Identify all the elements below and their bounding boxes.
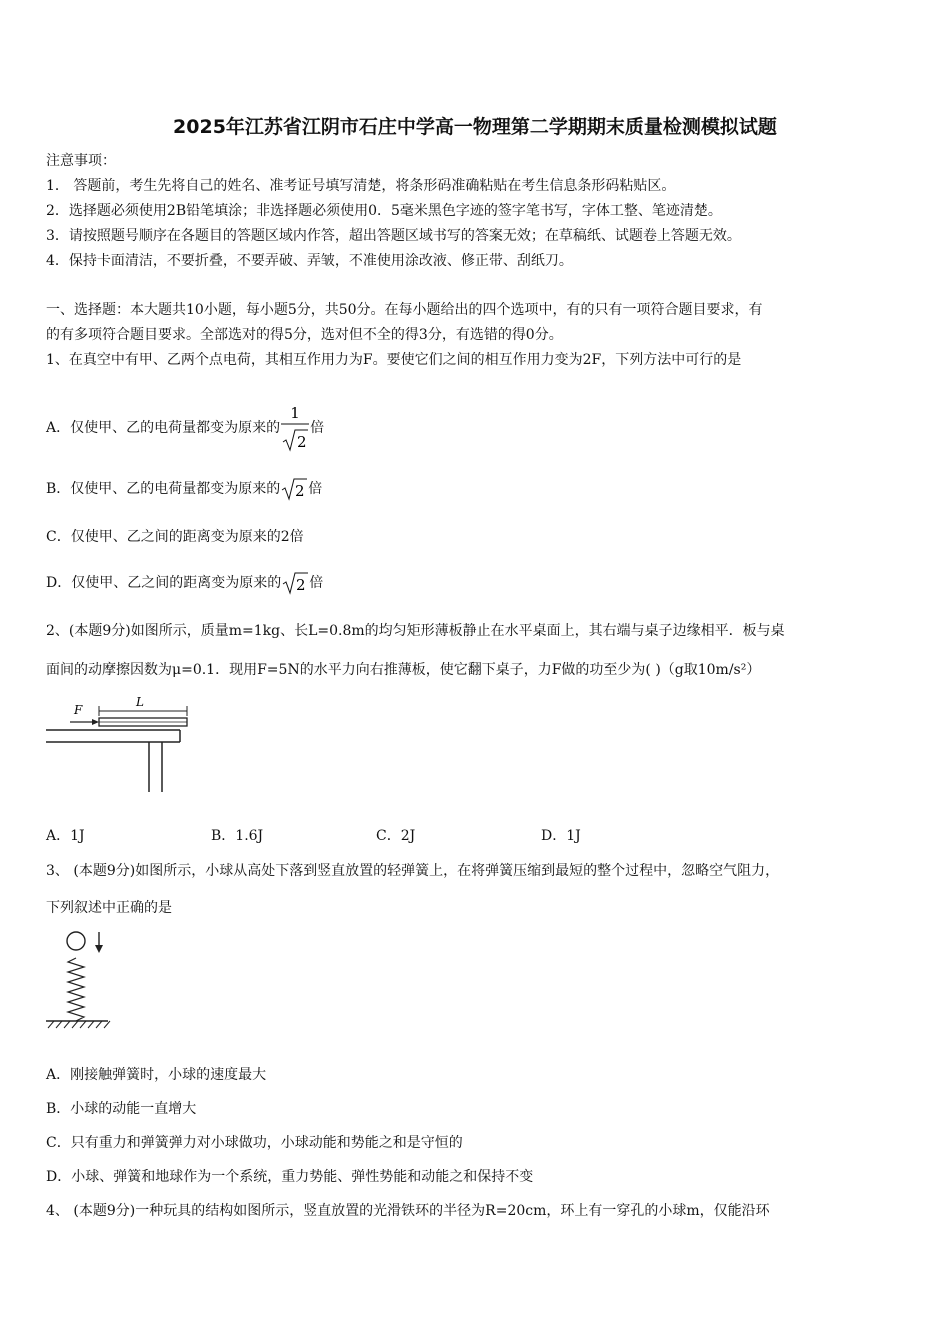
question-2-line: 面间的动摩擦因数为μ=0.1．现用F=5N的水平力向右推薄板，使它翻下桌子，力F做的功至少为( )（g取10m/s²） xyxy=(46,662,761,678)
section-instructions-line: 一、选择题：本大题共10小题，每小题5分，共50分。在每小题给出的四个选项中，有的只有一项符合题目要求，有 xyxy=(46,302,763,318)
sqrt-radicand: 2 xyxy=(296,576,306,594)
option-text: D．仅使甲、乙之间的距离变为原来的 xyxy=(46,575,282,591)
ball-icon xyxy=(67,932,85,950)
option-text: 倍 xyxy=(310,420,325,436)
q1-option-d xyxy=(46,568,323,598)
sqrt-radicand: 2 xyxy=(297,433,307,451)
q1-option-c: C．仅使甲、乙之间的距离变为原来的2倍 xyxy=(46,529,304,545)
q3-option-c: C．只有重力和弹簧弹力对小球做功，小球动能和势能之和是守恒的 xyxy=(46,1135,463,1151)
q3-option-b: B．小球的动能一直增大 xyxy=(46,1101,197,1117)
question-3-line: 3、 (本题9分)如图所示，小球从高处下落到竖直放置的轻弹簧上，在将弹簧压缩到最短的整个过程中，忽略空气阻力， xyxy=(46,863,780,879)
note-item: 4．保持卡面清洁，不要折叠，不要弄破、弄皱，不准使用涂改液、修正带、刮纸刀。 xyxy=(46,253,573,269)
note-item: 2．选择题必须使用2B铅笔填涂；非选择题必须使用0．5毫米黑色字迹的签字笔书写，字体工整、笔迹清楚。 xyxy=(46,203,722,219)
option-text: A．仅使甲、乙的电荷量都变为原来的 xyxy=(46,420,281,436)
q2-option-a: A．1J xyxy=(46,828,85,844)
one-over-sqrt2-formula xyxy=(280,402,310,454)
plank-on-table-figure xyxy=(44,694,194,794)
sqrt-radicand: 2 xyxy=(295,482,305,500)
note-item: 1． 答题前，考生先将自己的姓名、准考证号填写清楚，将条形码准确粘贴在考生信息条形码粘贴区。 xyxy=(46,178,676,194)
section-instructions-line: 的有多项符合题目要求。全部选对的得5分，选对但不全的得3分，有选错的得0分。 xyxy=(46,327,563,343)
question-3-line: 下列叙述中正确的是 xyxy=(46,900,172,916)
q2-option-d: D．1J xyxy=(541,828,581,844)
q2-option-b: B．1.6J xyxy=(211,828,264,844)
q1-option-a xyxy=(46,402,324,454)
length-label: L xyxy=(136,695,144,709)
notes-header: 注意事项： xyxy=(46,153,116,169)
option-text: 倍 xyxy=(309,575,324,591)
spring-icon xyxy=(68,958,84,1021)
page-title: 2025年江苏省江阴市石庄中学高一物理第二学期期末质量检测模拟试题 xyxy=(173,116,777,138)
q2-options xyxy=(46,826,581,846)
q1-option-b xyxy=(46,474,322,504)
question-4-line: 4、 (本题9分)一种玩具的结构如图所示，竖直放置的光滑铁环的半径为R=20cm，环上有一穿孔的小球m，仅能沿环 xyxy=(46,1203,770,1219)
q2-option-c: C．2J xyxy=(376,828,416,844)
sqrt2-formula xyxy=(280,476,308,502)
option-text: 倍 xyxy=(308,481,323,497)
q3-option-d: D．小球、弹簧和地球作为一个系统，重力势能、弹性势能和动能之和保持不变 xyxy=(46,1169,534,1185)
question-1-stem: 1、在真空中有甲、乙两个点电荷，其相互作用力为F。要使它们之间的相互作用力变为2F，下列方法中可行的是 xyxy=(46,352,742,368)
question-2-line: 2、(本题9分)如图所示，质量m=1kg、长L=0.8m的均匀矩形薄板静止在水平桌面上，其右端与桌子边缘相平．板与桌 xyxy=(46,623,785,639)
q3-option-a: A．刚接触弹簧时，小球的速度最大 xyxy=(46,1067,267,1083)
note-item: 3．请按照题号顺序在各题目的答题区域内作答，超出答题区域书写的答案无效；在草稿纸、试题卷上答题无效。 xyxy=(46,228,741,244)
frac-numerator: 1 xyxy=(290,404,300,422)
option-text: B．仅使甲、乙的电荷量都变为原来的 xyxy=(46,481,281,497)
force-label: F xyxy=(74,703,83,717)
ball-spring-figure xyxy=(44,928,114,1032)
sqrt2-formula xyxy=(281,570,309,596)
